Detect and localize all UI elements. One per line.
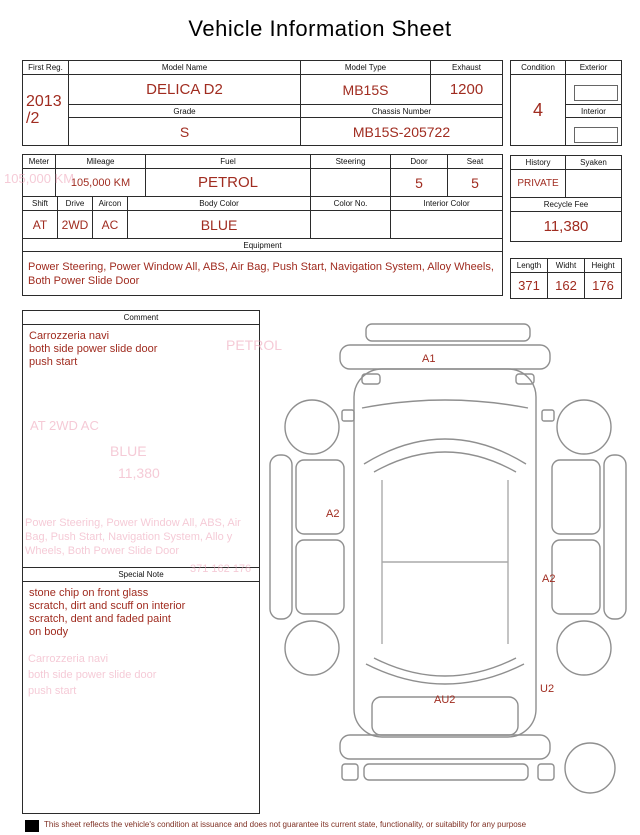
comment-box [22, 310, 260, 570]
interior-color-header: Interior Color [391, 197, 503, 211]
special-note-box [22, 567, 260, 814]
special-note-header: Special Note [23, 568, 259, 582]
mileage-value: 105,000 KM [56, 169, 146, 197]
grade-value: S [69, 118, 301, 146]
car-body-shape [354, 369, 536, 737]
grade-header: Grade [69, 105, 301, 118]
spec-tables [22, 155, 502, 296]
height-header: Height [585, 259, 622, 273]
damage-mark-a1: A1 [422, 353, 436, 365]
mileage-header: Mileage [56, 155, 146, 169]
rear-cap-right-shape [538, 764, 554, 780]
chassis-number-value: MB15S-205722 [301, 118, 503, 146]
interior-score-box [574, 127, 618, 143]
history-value: PRIVATE [511, 170, 566, 198]
first-reg-header: First Reg. [23, 61, 69, 75]
first-reg-value [23, 75, 69, 146]
model-name-value: DELICA D2 [69, 75, 301, 105]
history-table [510, 155, 622, 242]
width-header: Widht [548, 259, 585, 273]
comment-body [23, 325, 259, 374]
footer-black-mark [25, 820, 39, 832]
ghost-text: 371 162 176 [190, 563, 252, 575]
comment-line: Carrozzeria navi [29, 330, 110, 342]
model-type-header: Model Type [301, 61, 431, 75]
meter-value [23, 169, 56, 197]
ghost-text: AT 2WD AC [30, 418, 99, 433]
roof-strip-shape [366, 324, 530, 341]
footer-disclaimer: This sheet reflects the vehicle's condition at issuance and does not guarantee its current state, functionality, or suitability for any purpose [44, 820, 527, 829]
aircon-value: AC [93, 211, 128, 239]
exterior-score-cell [566, 75, 622, 105]
first-reg-month: /2 [26, 110, 40, 127]
mirror-left-shape [342, 410, 354, 421]
body-color-value: BLUE [128, 211, 311, 239]
condition-header: Condition [511, 61, 566, 75]
comment-line: both side power slide door [29, 343, 158, 355]
color-no-header: Color No. [311, 197, 391, 211]
recycle-fee-header: Recycle Fee [511, 198, 622, 212]
door-rear-left-shape [296, 540, 344, 614]
rocker-right-shape [604, 455, 626, 619]
exhaust-header: Exhaust [431, 61, 503, 75]
drive-value: 2WD [58, 211, 93, 239]
equipment-header: Equipment [23, 239, 503, 252]
damage-mark-au2: AU2 [434, 694, 456, 706]
mirror-right-shape [542, 410, 554, 421]
aircon-header: Aircon [93, 197, 128, 211]
fuel-header: Fuel [146, 155, 311, 169]
length-header: Length [511, 259, 548, 273]
ghost-text: 11,380 [118, 465, 160, 481]
fuel-value: PETROL [146, 169, 311, 197]
chassis-number-header: Chassis Number [301, 105, 503, 118]
ghost-text: both side power slide door [28, 669, 157, 681]
length-value: 371 [511, 273, 548, 299]
interior-score-cell [566, 118, 622, 146]
drive-header: Drive [58, 197, 93, 211]
special-note-line: on body [29, 626, 69, 638]
rear-bumper-shape [340, 735, 550, 759]
ghost-text: Power Steering, Power Window All, ABS, Air Bag, Push Start, Navigation System, Allo y Wheels, Both Power Slide Door [25, 517, 241, 557]
dimensions-table [510, 258, 622, 299]
damage-mark-a2-right: A2 [542, 573, 556, 585]
recycle-fee-value: 11,380 [511, 212, 622, 242]
car-diagram [262, 312, 634, 808]
syaken-value [566, 170, 622, 198]
steering-header: Steering [311, 155, 391, 169]
width-value: 162 [548, 273, 585, 299]
rocker-left-shape [270, 455, 292, 619]
rear-cap-left-shape [342, 764, 358, 780]
comment-line: push start [29, 356, 78, 368]
exterior-score-box [574, 85, 618, 101]
ghost-text: Carrozzeria navi [28, 653, 109, 665]
exterior-header: Exterior [566, 61, 622, 75]
door-header: Door [391, 155, 448, 169]
vehicle-id-table [22, 60, 503, 146]
equipment-table [22, 238, 503, 296]
ghost-text: 105,000 KM [4, 171, 75, 186]
equipment-value: Power Steering, Power Window All, ABS, Air Bag, Push Start, Navigation System, Alloy Wheels, Both Power Slide Door [23, 252, 503, 296]
wheel-front-right [557, 400, 611, 454]
model-name-header: Model Name [69, 61, 301, 75]
spec-table-row1 [22, 154, 503, 197]
special-note-line: stone chip on front glass [29, 587, 149, 599]
special-note-body [23, 582, 259, 644]
special-note-line: scratch, dirt and scuff on interior [29, 600, 186, 612]
interior-header: Interior [566, 105, 622, 118]
damage-mark-a2-left: A2 [326, 508, 340, 520]
ghost-text: push start [28, 685, 77, 697]
special-note-line: scratch, dent and faded paint [29, 613, 171, 625]
steering-value [311, 169, 391, 197]
model-type-value: MB15S [301, 75, 431, 105]
ghost-text: BLUE [110, 443, 147, 459]
rear-window-top-line [366, 664, 524, 684]
wheel-rear-left [285, 621, 339, 675]
comment-header: Comment [23, 311, 259, 325]
interior-color-value [391, 211, 503, 239]
syaken-header: Syaken [566, 156, 622, 170]
seat-value: 5 [448, 169, 503, 197]
door-front-right-shape [552, 460, 600, 534]
front-bumper-shape [340, 345, 550, 369]
spec-table-row2 [22, 196, 503, 239]
seat-header: Seat [448, 155, 503, 169]
damage-mark-u2: U2 [540, 683, 555, 695]
ghost-text: PETROL [226, 337, 283, 353]
rear-strip-shape [364, 764, 528, 780]
condition-table [510, 60, 622, 146]
history-header: History [511, 156, 566, 170]
wheel-front-left [285, 400, 339, 454]
height-value: 176 [585, 273, 622, 299]
color-no-value [311, 211, 391, 239]
shift-header: Shift [23, 197, 58, 211]
page-title: Vehicle Information Sheet [188, 16, 452, 41]
first-reg-year: 2013 [26, 93, 62, 110]
meter-header: Meter [23, 155, 56, 169]
rear-window-bottom-line [374, 658, 516, 676]
door-value: 5 [391, 169, 448, 197]
spare-wheel-shape [565, 743, 615, 793]
condition-value: 4 [511, 75, 566, 146]
door-front-left-shape [296, 460, 344, 534]
hood-line [362, 400, 528, 408]
wheel-rear-right [557, 621, 611, 675]
body-color-header: Body Color [128, 197, 311, 211]
door-rear-right-shape [552, 540, 600, 614]
windshield-bottom-line [374, 452, 516, 472]
shift-value: AT [23, 211, 58, 239]
exhaust-value: 1200 [431, 75, 503, 105]
